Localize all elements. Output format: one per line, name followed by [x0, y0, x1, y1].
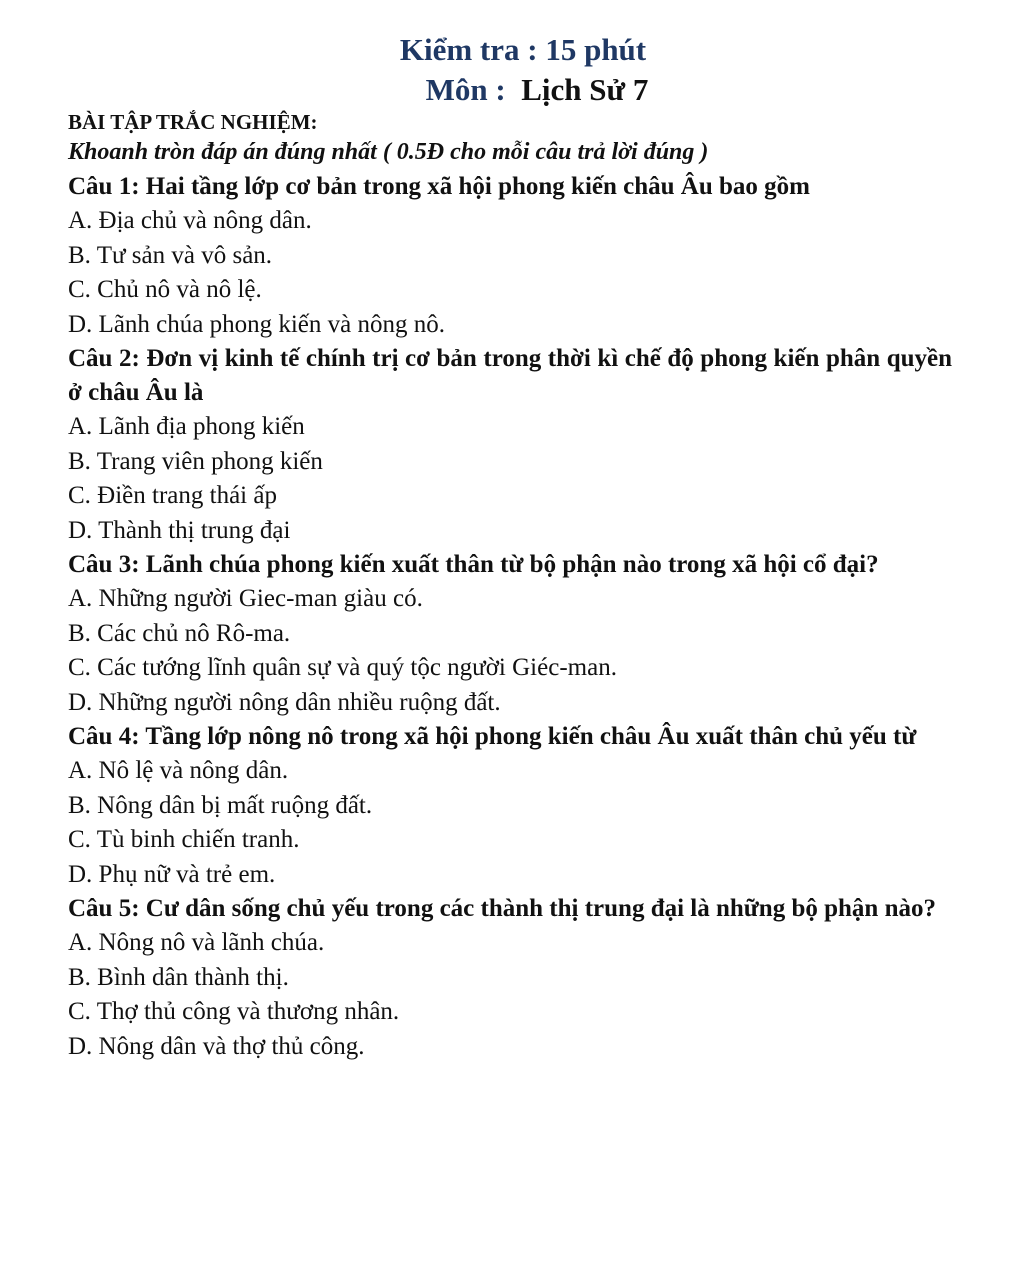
- question-block-2: [68, 342, 952, 548]
- subject-name: Lịch Sử 7: [521, 72, 649, 107]
- question-label: Câu 2:: [68, 345, 140, 372]
- options-list: [68, 410, 952, 548]
- question-text: Tầng lớp nông nô trong xã hội phong kiến châu Âu xuất thân chủ yếu từ: [145, 723, 917, 750]
- question-block-3: [68, 548, 952, 720]
- question-label: Câu 1:: [68, 173, 140, 200]
- question-5: [68, 892, 952, 926]
- options-list: [68, 754, 952, 892]
- question-1: [68, 170, 952, 204]
- subject-line: [50, 70, 1024, 110]
- question-block-5: [68, 892, 952, 1064]
- title-block: [0, 30, 1024, 110]
- question-4: [68, 720, 952, 754]
- quiz-title: Kiểm tra : 15 phút: [399, 32, 647, 67]
- option-c[interactable]: C. Thợ thủ công và thương nhân.: [68, 998, 400, 1025]
- option-c[interactable]: C. Chủ nô và nô lệ.: [68, 276, 262, 303]
- option-a[interactable]: A. Địa chủ và nông dân.: [68, 207, 312, 234]
- option-d[interactable]: D. Nông dân và thợ thủ công.: [68, 1032, 365, 1060]
- option-a[interactable]: A. Những người Giec-man giàu có.: [68, 585, 423, 612]
- option-b[interactable]: B. Tư sản và vô sản.: [68, 241, 273, 269]
- option-d[interactable]: D. Lãnh chúa phong kiến và nông nô.: [68, 310, 446, 338]
- question-text: Đơn vị kinh tế chính trị cơ bản trong thời kì chế độ phong kiến phân quyền ở châu Âu là: [68, 345, 952, 406]
- options-list: [68, 582, 952, 720]
- question-text: Cư dân sống chủ yếu trong các thành thị trung đại là những bộ phận nào?: [145, 895, 936, 922]
- quiz-content: [68, 108, 952, 1064]
- option-b[interactable]: B. Bình dân thành thị.: [68, 963, 289, 991]
- question-text: Lãnh chúa phong kiến xuất thân từ bộ phận nào trong xã hội cổ đại?: [145, 551, 879, 578]
- section-heading: BÀI TẬP TRẮC NGHIỆM:: [68, 110, 318, 134]
- option-d[interactable]: D. Những người nông dân nhiều ruộng đất.: [68, 688, 501, 716]
- question-block-1: [68, 170, 952, 342]
- question-text: Hai tầng lớp cơ bản trong xã hội phong kiến châu Âu bao gồm: [145, 173, 810, 200]
- question-2: [68, 342, 952, 410]
- options-list: [68, 926, 952, 1064]
- question-label: Câu 5:: [68, 895, 140, 922]
- subject-prefix: Môn :: [425, 72, 522, 107]
- option-d[interactable]: D. Thành thị trung đại: [68, 516, 291, 544]
- question-label: Câu 3:: [68, 551, 140, 578]
- options-list: [68, 204, 952, 342]
- option-c[interactable]: C. Các tướng lĩnh quân sự và quý tộc người Giéc-man.: [68, 654, 617, 681]
- question-3: [68, 548, 952, 582]
- option-b[interactable]: B. Các chủ nô Rô-ma.: [68, 619, 291, 647]
- option-a[interactable]: A. Nông nô và lãnh chúa.: [68, 929, 325, 956]
- option-d[interactable]: D. Phụ nữ và trẻ em.: [68, 860, 276, 888]
- option-c[interactable]: C. Tù binh chiến tranh.: [68, 826, 300, 853]
- option-b[interactable]: B. Nông dân bị mất ruộng đất.: [68, 791, 373, 819]
- option-a[interactable]: A. Nô lệ và nông dân.: [68, 757, 289, 784]
- option-a[interactable]: A. Lãnh địa phong kiến: [68, 413, 305, 440]
- instruction-text: Khoanh tròn đáp án đúng nhất ( 0.5Đ cho mỗi câu trả lời đúng ): [68, 139, 709, 165]
- option-c[interactable]: C. Điền trang thái ấp: [68, 482, 277, 509]
- option-b[interactable]: B. Trang viên phong kiến: [68, 447, 323, 475]
- question-block-4: [68, 720, 952, 892]
- question-label: Câu 4:: [68, 723, 140, 750]
